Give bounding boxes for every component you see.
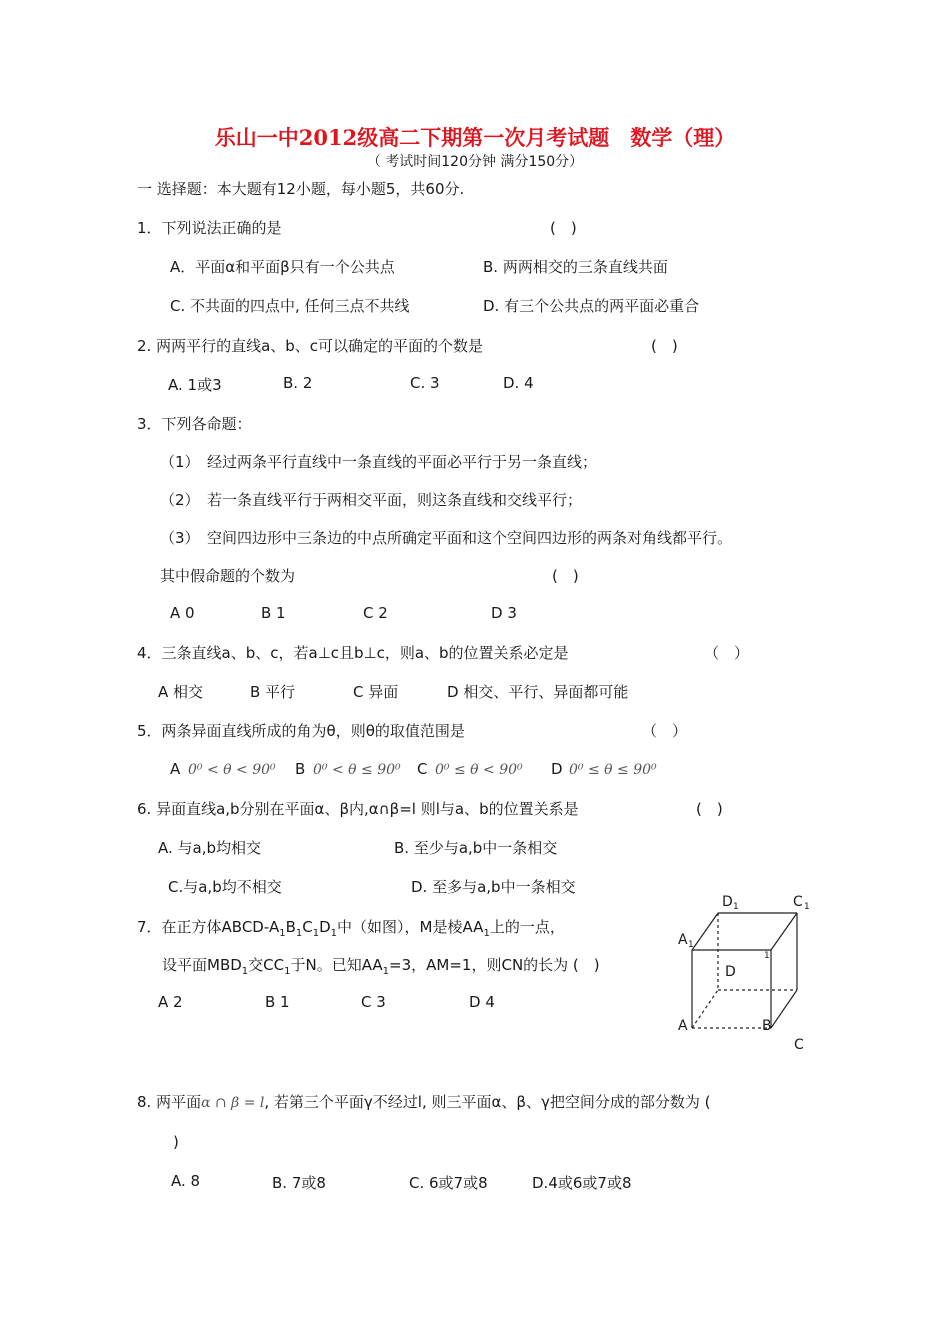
q7-stem-line2: 设平面$MBD_1$交$CC_1$于N。已知$AA_1=3$，AM=1，则CN的长为 ( ) xyxy=(162,956,600,977)
q6-option-c: C.与a,b均不相交 xyxy=(168,878,282,896)
q8-answer-blank-close: ) xyxy=(173,1133,179,1151)
label-b: B xyxy=(762,1018,772,1034)
q1-option-a: A．平面α和平面β只有一个公共点 xyxy=(170,258,395,276)
cube-edge-bc xyxy=(771,990,797,1028)
q1-stem: 1．下列说法正确的是 xyxy=(137,219,282,237)
label-c1: C xyxy=(793,894,803,910)
q5-option-b-formula: 0⁰ < θ ≤ 90⁰ xyxy=(313,762,401,778)
label-d1-sub: 1 xyxy=(733,902,739,912)
q4-option-a: A 相交 xyxy=(158,683,204,701)
q3-statement-1: （1） 经过两条平行直线中一条直线的平面必平行于另一条直线； xyxy=(160,453,598,471)
q2-option-a: A. 1或3 xyxy=(168,376,222,394)
q3-option-b: B 1 xyxy=(261,604,286,622)
q8-option-a: A. 8 xyxy=(171,1172,201,1190)
q3-statement-3: （3） 空间四边形中三条边的中点所确定平面和这个空间四边形的两条对角线都平行。 xyxy=(160,529,733,547)
cube-edge-ad-hidden xyxy=(692,990,718,1028)
q2-stem: 2. 两两平行的直线a、b、c可以确定的平面的个数是 xyxy=(137,337,484,355)
q7-option-c: C 3 xyxy=(361,993,386,1011)
q1-option-c: C. 不共面的四点中, 任何三点不共线 xyxy=(170,297,410,315)
label-c: C xyxy=(794,1037,804,1053)
cube-edge-b1c1 xyxy=(771,913,797,950)
q6-option-a: A. 与a,b均相交 xyxy=(158,839,262,857)
cube-figure xyxy=(670,888,820,1058)
label-a: A xyxy=(678,1018,688,1034)
cube-edge-a1d1 xyxy=(692,913,718,950)
q3-stem: 3．下列各命题： xyxy=(137,415,252,433)
q8-option-c: C. 6或7或8 xyxy=(409,1174,488,1192)
q5-option-c-formula: 0⁰ ≤ θ < 90⁰ xyxy=(435,762,523,778)
q4-option-b: B 平行 xyxy=(250,683,296,701)
q1-option-d: D. 有三个公共点的两平面必重合 xyxy=(483,297,700,315)
q5-option-d-formula: 0⁰ ≤ θ ≤ 90⁰ xyxy=(569,762,657,778)
q4-stem: 4．三条直线a、b、c，若a⊥c且b⊥c，则a、b的位置关系必定是 xyxy=(137,644,569,662)
q5-answer-blank: （ ） xyxy=(642,722,688,740)
q3-option-d: D 3 xyxy=(491,604,517,622)
q8-formula: α ∩ β = l xyxy=(201,1095,265,1111)
q8-stem: 8. 两平面α ∩ β = l, 若第三个平面γ不经过l, 则三平面α、β、γ把空间分成的部分数为 ( xyxy=(137,1093,711,1111)
label-d: D xyxy=(725,964,736,980)
q7-option-a: A 2 xyxy=(158,993,183,1011)
q3-option-c: C 2 xyxy=(363,604,388,622)
q7-option-b: B 1 xyxy=(265,993,290,1011)
q8-option-b: B. 7或8 xyxy=(272,1174,326,1192)
exam-info: （ 考试时间120分钟 满分150分） xyxy=(366,154,584,170)
page-title: 乐山一中2012级高二下期第一次月考试题 数学（理） xyxy=(214,125,736,150)
q3-answer-blank: ( ) xyxy=(552,567,579,585)
q2-option-b: B. 2 xyxy=(283,374,313,392)
q4-option-c: C 异面 xyxy=(353,683,399,701)
q7-option-d: D 4 xyxy=(469,993,495,1011)
label-a1-sub: 1 xyxy=(688,940,694,950)
q3-option-a: A 0 xyxy=(170,604,195,622)
q7-stem: 7．在正方体ABCD-$A_1B_1C_1D_1$中（如图），M是棱$AA_1$上的一点， xyxy=(137,918,565,939)
label-a1: A xyxy=(678,932,688,948)
q1-answer-blank: ( ) xyxy=(550,219,577,237)
q5-option-a-label: A xyxy=(170,760,181,778)
q2-answer-blank: ( ) xyxy=(651,337,678,355)
label-d1: D xyxy=(722,894,733,910)
q6-option-d: D. 至多与a,b中一条相交 xyxy=(411,878,576,896)
q5-option-d-label: D xyxy=(551,760,563,778)
q6-option-b: B. 至少与a,b中一条相交 xyxy=(394,839,558,857)
q5-stem: 5．两条异面直线所成的角为θ，则θ的取值范围是 xyxy=(137,722,465,740)
q6-stem: 6. 异面直线a,b分别在平面α、β内,α∩β=l 则l与a、b的位置关系是 xyxy=(137,800,579,818)
q5-option-a-formula: 0⁰ < θ < 90⁰ xyxy=(188,762,276,778)
q5-option-c-label: C xyxy=(417,760,428,778)
q4-answer-blank: （ ） xyxy=(704,644,750,662)
section-heading: 一 选择题：本大题有12小题，每小题5，共60分. xyxy=(137,180,465,198)
q8-option-d: D.4或6或7或8 xyxy=(532,1174,632,1192)
q3-statement-2: （2） 若一条直线平行于两相交平面，则这条直线和交线平行； xyxy=(160,491,583,509)
q6-answer-blank: ( ) xyxy=(696,800,723,818)
label-c1-sub: 1 xyxy=(804,902,810,912)
label-b1-sub: 1 xyxy=(764,951,770,961)
q1-option-b: B. 两两相交的三条直线共面 xyxy=(483,258,668,276)
q4-option-d: D 相交、平行、异面都可能 xyxy=(447,683,629,701)
q5-option-b-label: B xyxy=(295,760,306,778)
q3-question: 其中假命题的个数为 xyxy=(160,567,296,585)
q2-option-d: D. 4 xyxy=(503,374,534,392)
q2-option-c: C. 3 xyxy=(410,374,440,392)
